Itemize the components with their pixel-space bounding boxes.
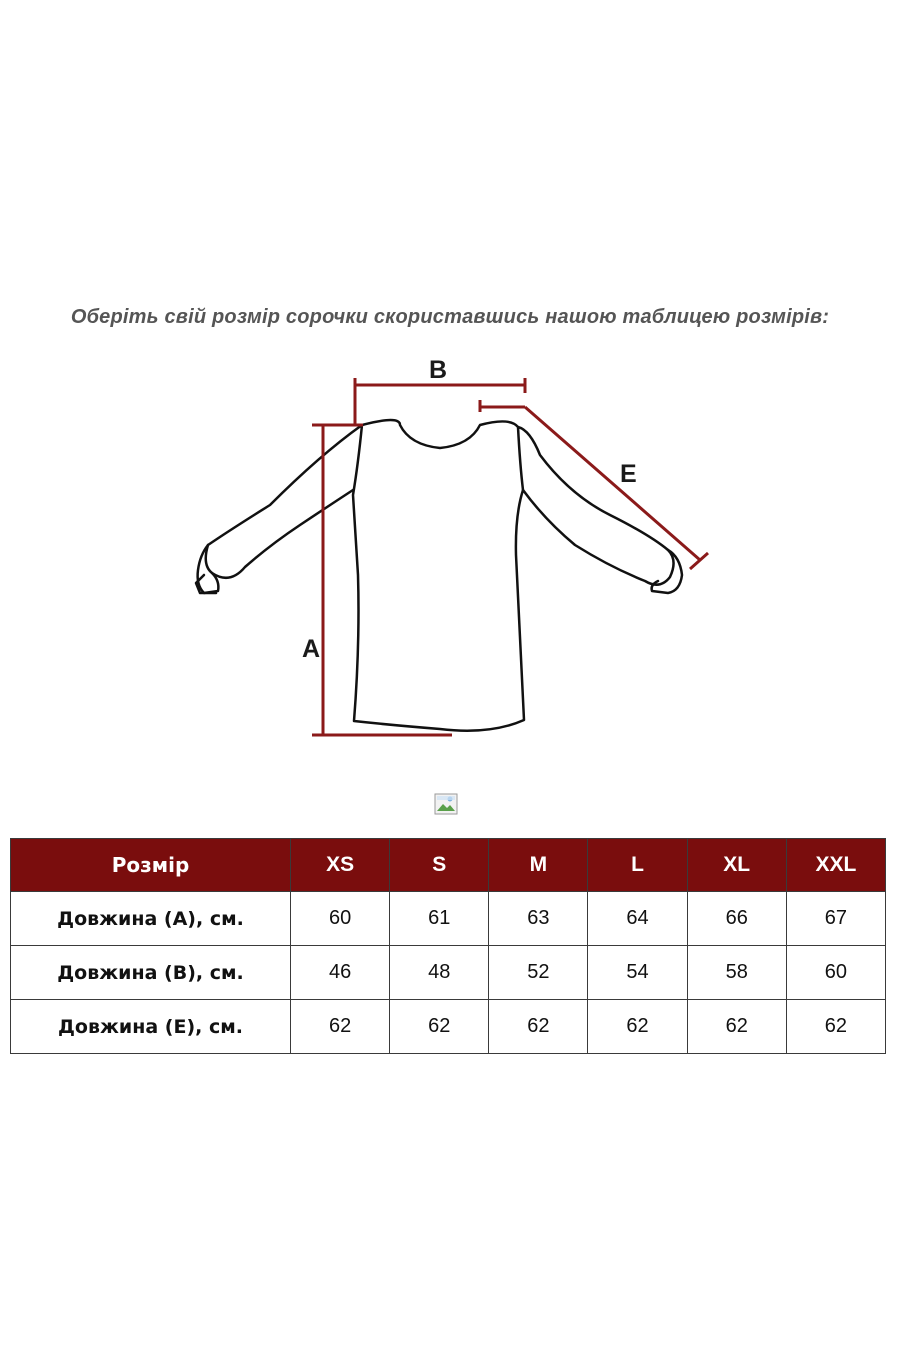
table-cell: 54 [588, 946, 687, 1000]
table-cell: 58 [687, 946, 786, 1000]
table-row [11, 1000, 886, 1054]
label-e: E [620, 460, 637, 488]
row-label: Довжина (B), см. [11, 946, 291, 1000]
size-l: L [588, 839, 687, 892]
label-a: A [302, 635, 321, 663]
measure-lines [312, 378, 708, 735]
shirt-outline [196, 420, 682, 731]
table-cell: 46 [291, 946, 390, 1000]
shirt-diagram [190, 345, 720, 745]
size-table-header-row [11, 839, 886, 892]
table-cell: 66 [687, 892, 786, 946]
size-table [10, 838, 886, 1054]
label-b: B [429, 356, 448, 384]
size-m: M [489, 839, 588, 892]
header-label: Розмір [11, 839, 291, 892]
table-cell: 62 [291, 1000, 390, 1054]
row-label: Довжина (E), см. [11, 1000, 291, 1054]
table-cell: 60 [291, 892, 390, 946]
size-s: S [390, 839, 489, 892]
table-cell: 62 [489, 1000, 588, 1054]
size-xs: XS [291, 839, 390, 892]
broken-image-icon [434, 793, 458, 815]
size-xl: XL [687, 839, 786, 892]
table-row [11, 892, 886, 946]
table-cell: 61 [390, 892, 489, 946]
table-cell: 52 [489, 946, 588, 1000]
table-cell: 67 [786, 892, 885, 946]
page-heading: Оберіть свій розмір сорочки скориставшись нашою таблицею розмірів: [70, 306, 830, 328]
table-cell: 62 [588, 1000, 687, 1054]
table-cell: 63 [489, 892, 588, 946]
table-cell: 60 [786, 946, 885, 1000]
row-label: Довжина (A), см. [11, 892, 291, 946]
table-row [11, 946, 886, 1000]
table-cell: 62 [687, 1000, 786, 1054]
size-xxl: XXL [786, 839, 885, 892]
table-cell: 64 [588, 892, 687, 946]
table-cell: 48 [390, 946, 489, 1000]
table-cell: 62 [390, 1000, 489, 1054]
table-cell: 62 [786, 1000, 885, 1054]
